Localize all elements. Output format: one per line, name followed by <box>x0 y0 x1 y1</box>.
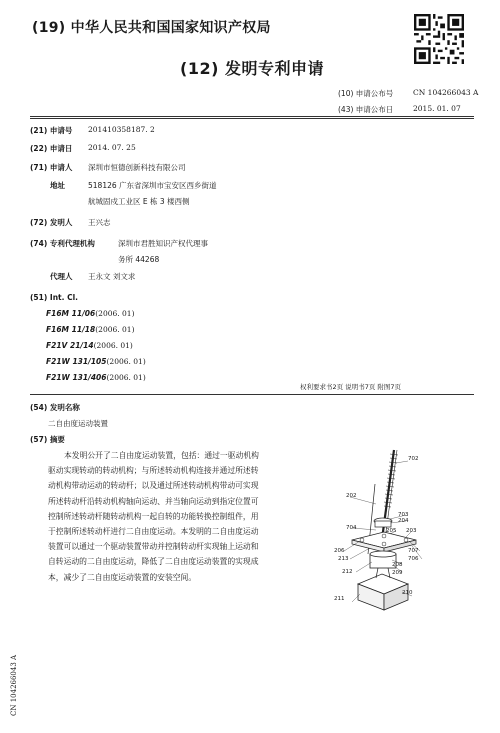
figure-label: 206 <box>334 548 345 554</box>
patent-agency-label: (74) 专利代理机构 <box>30 239 95 248</box>
figure-label: 706 <box>408 556 419 562</box>
application-number: 201410358187. 2 <box>88 125 155 134</box>
figure-label: 704 <box>346 525 357 531</box>
agents: 王永文 刘文求 <box>88 272 136 281</box>
figure-label: 707 <box>408 548 419 554</box>
applicant: 深圳市恒德创新科技有限公司 <box>88 163 186 172</box>
publication-date-label: (43) 申请公布日 <box>338 105 394 114</box>
figure-label: 205 <box>386 528 397 534</box>
header-divider <box>30 116 474 119</box>
patent-agency-line-1: 深圳市君胜知识产权代理事 <box>118 239 208 248</box>
ipc-label: (51) Int. Cl. <box>30 293 79 302</box>
publication-date: 2015. 01. 07 <box>413 104 461 113</box>
figure-label: 213 <box>338 556 349 562</box>
inventor-label: (72) 发明人 <box>30 218 73 227</box>
figure-label: 209 <box>392 570 403 576</box>
figure-label: 204 <box>398 518 409 524</box>
abstract-text: 本发明公开了二自由度运动装置，包括：通过一驱动机构驱动实现转动的转动机构；与所述转动机构连接并通过所述转动机构带动运动的转动杆；以及通过所述转动机构带动可实现所述转动杆沿转动机构轴向运动、并当轴向运动到指定位置可控制所述转动杆随转动机构一起自转的功能转换控制组件，用于控制所述转动杆进行二自由度运动。本发明的二自由度运动装置可以通过一个驱动装置带动并控制转动杆实现轴上运动和自转运动的二自由度运动，降低了二自由度运动装置的实现成本，减少了二自由度运动装置的安装空间。 <box>48 451 259 582</box>
address-line-1: 518126 广东省深圳市宝安区西乡街道 <box>88 181 217 190</box>
abstract-label: (57) 摘要 <box>30 435 65 444</box>
publication-number: CN 104266043 A <box>413 88 479 97</box>
issuing-office: (19) 中华人民共和国国家知识产权局 <box>32 20 271 36</box>
patent-agency-line-2: 务所 44268 <box>118 255 160 264</box>
invention-title: 二自由度运动装置 <box>48 419 108 428</box>
ipc-entry: F21W 131/105(2006. 01) <box>46 357 146 366</box>
figure-label: 208 <box>392 562 403 568</box>
figure-label: 210 <box>402 590 413 596</box>
qr-code-icon <box>414 14 464 64</box>
ipc-entry: F21W 131/406(2006. 01) <box>46 373 146 382</box>
side-publication-number: CN 104266043 A <box>10 654 18 716</box>
title-label: (54) 发明名称 <box>30 403 80 412</box>
address-label: 地址 <box>50 181 65 190</box>
figure-label: 702 <box>408 456 419 462</box>
section-divider <box>30 394 474 395</box>
figure-label: 203 <box>406 528 417 534</box>
figure-label: 211 <box>334 596 345 602</box>
applicant-label: (71) 申请人 <box>30 163 73 172</box>
filing-date: 2014. 07. 25 <box>88 143 136 152</box>
filing-date-label: (22) 申请日 <box>30 144 73 153</box>
figure-label: 212 <box>342 569 353 575</box>
document-type: (12) 发明专利申请 <box>180 59 324 78</box>
address-line-2: 航城固戍工业区 E 栋 3 楼西侧 <box>88 197 190 206</box>
inventor: 王兴志 <box>88 218 111 227</box>
agent-label: 代理人 <box>50 272 73 281</box>
ipc-entry: F16M 11/18(2006. 01) <box>46 325 135 334</box>
figure-label: 202 <box>346 493 357 499</box>
publication-number-label: (10) 申请公布号 <box>338 89 394 98</box>
ipc-entry: F16M 11/06(2006. 01) <box>46 309 135 318</box>
page-counts: 权利要求书2页 说明书7页 附图7页 <box>300 383 402 391</box>
figure-label: 703 <box>398 512 409 518</box>
ipc-entry: F21V 21/14(2006. 01) <box>46 341 133 350</box>
application-number-label: (21) 申请号 <box>30 126 73 135</box>
